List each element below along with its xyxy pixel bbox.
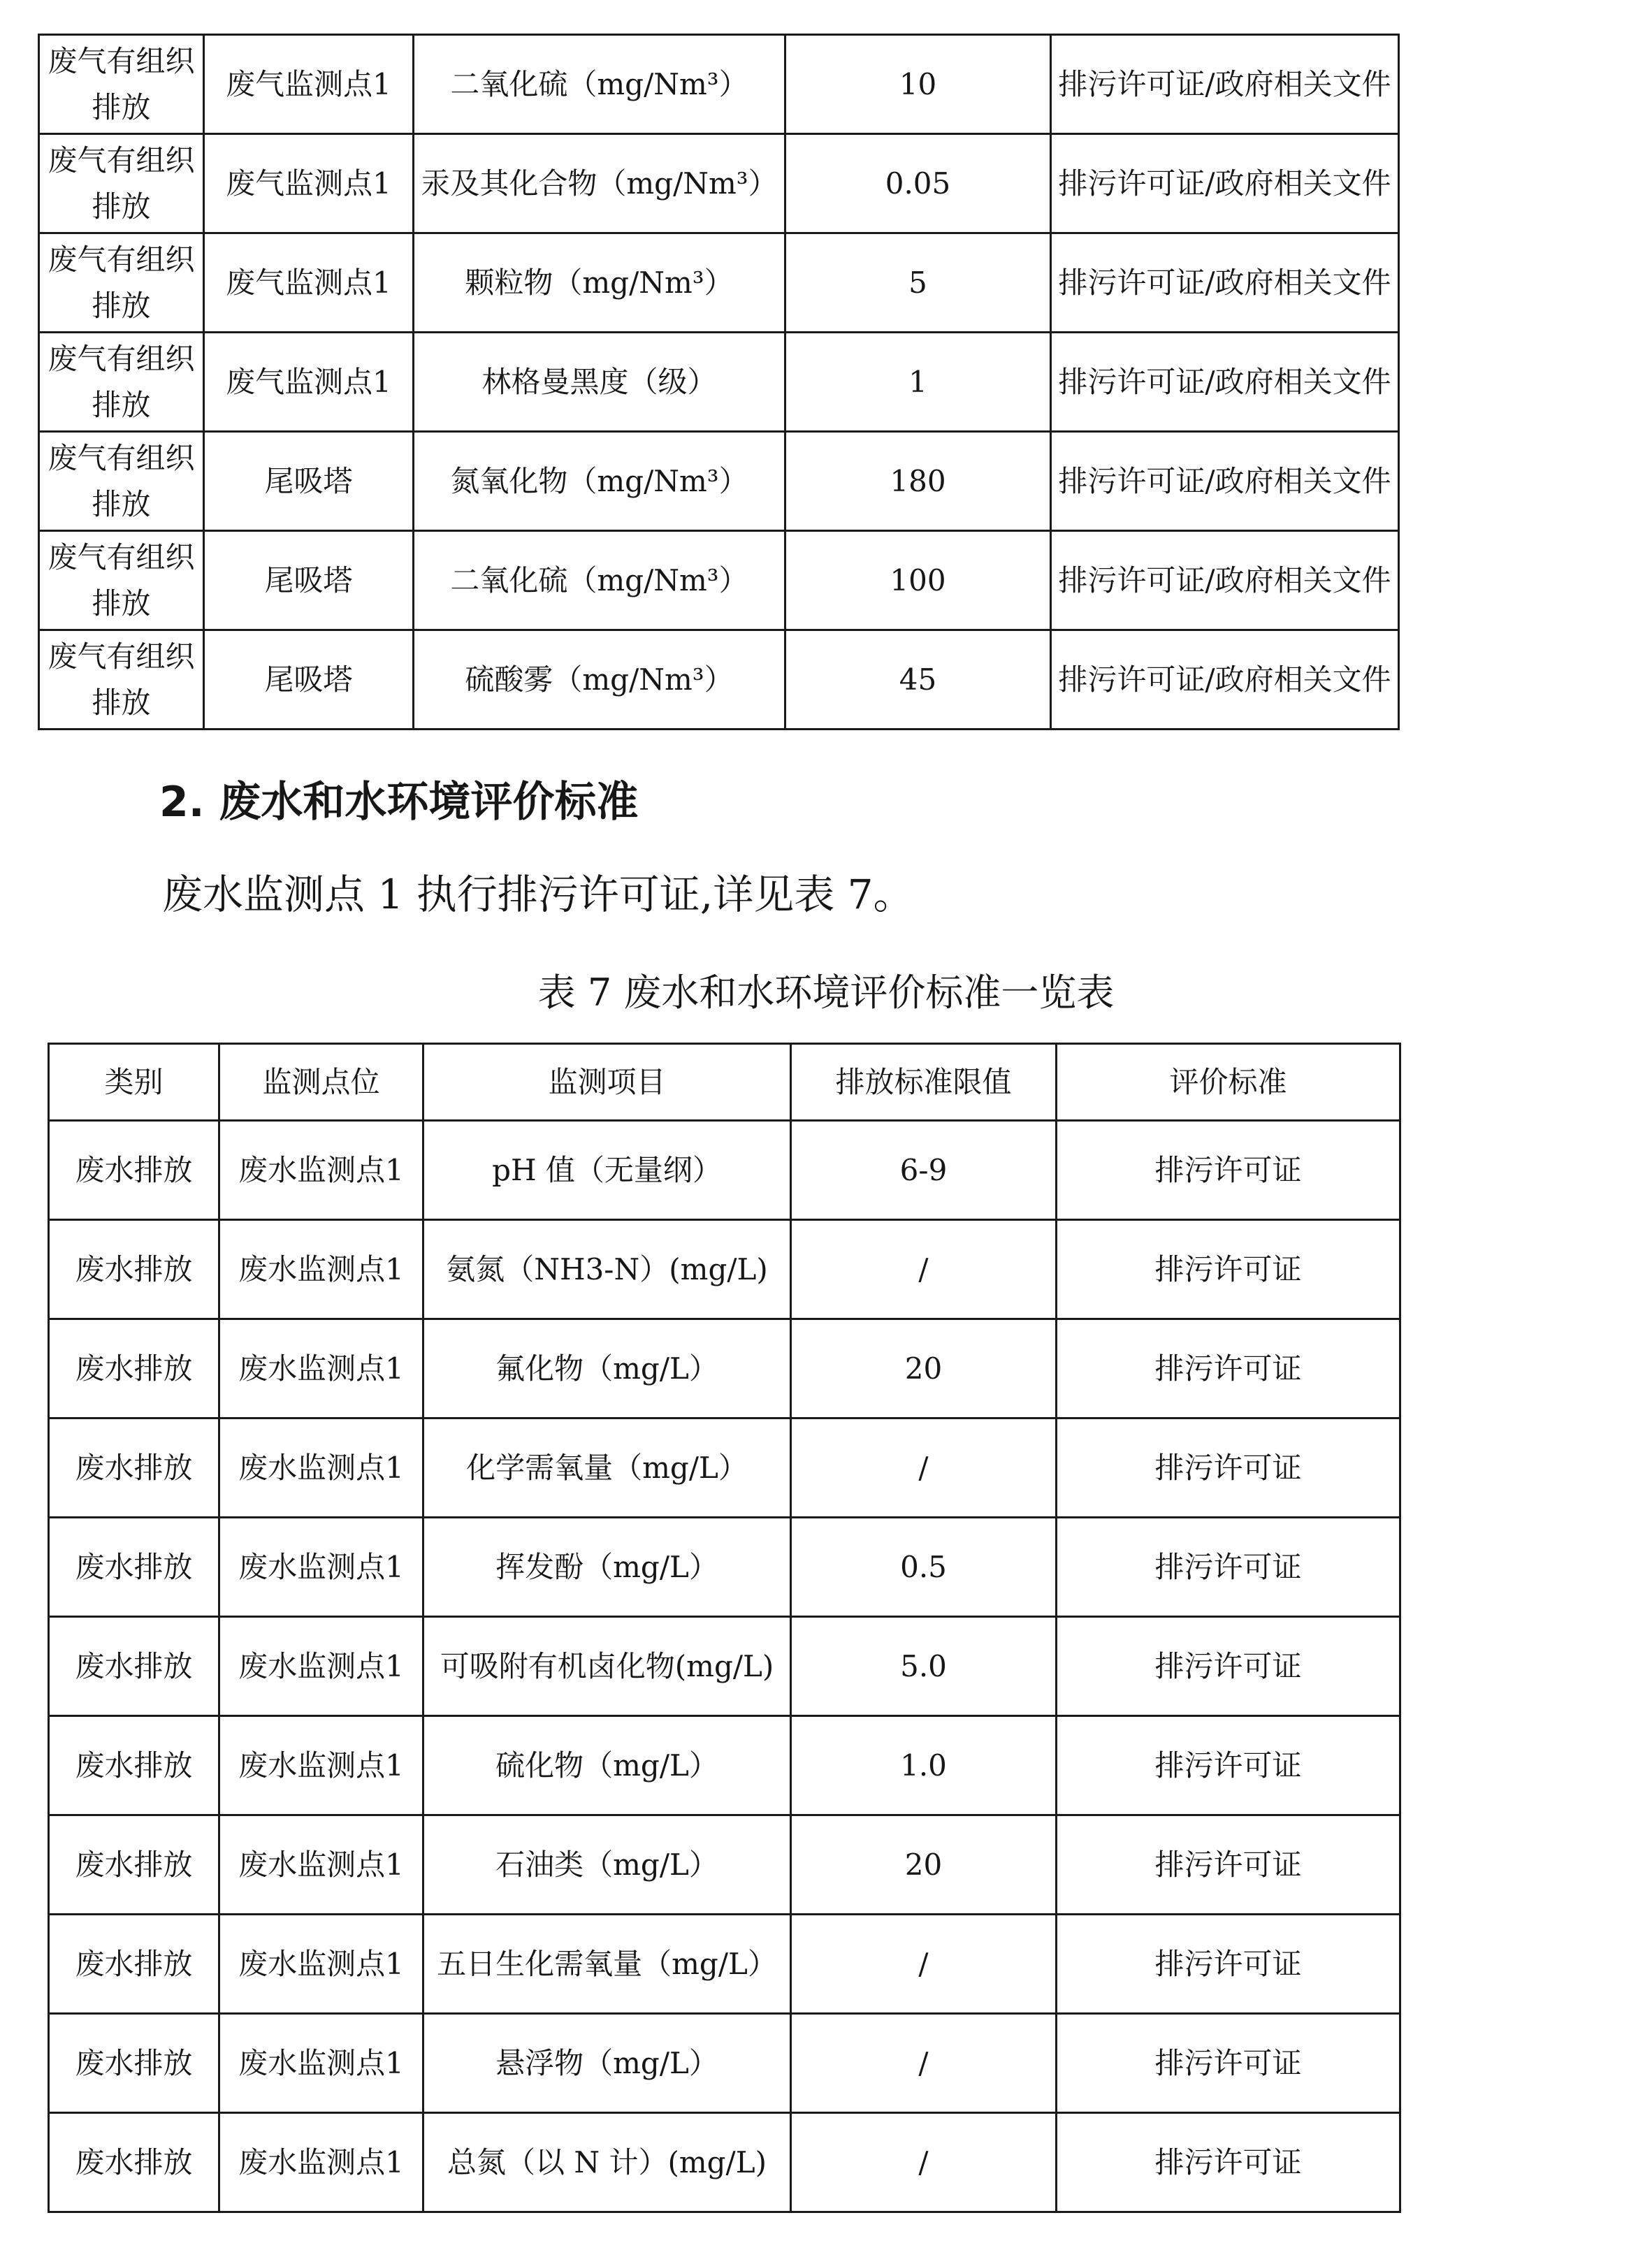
table-row — [49, 1418, 1400, 1518]
evaluation-standard-cell: 排污许可证/政府相关文件 — [1051, 134, 1399, 233]
table-row — [39, 630, 1399, 730]
emission-limit-cell: 20 — [791, 1319, 1057, 1418]
monitoring-point-cell: 尾吸塔 — [204, 630, 414, 730]
evaluation-standard-cell: 排污许可证 — [1057, 1716, 1400, 1815]
monitoring-item-cell: 五日生化需氧量（mg/L） — [423, 1915, 791, 2014]
monitoring-item-cell: 二氧化硫（mg/Nm³） — [414, 531, 785, 630]
monitoring-point-cell: 废水监测点1 — [219, 1915, 423, 2014]
category-cell: 废水排放 — [49, 1617, 219, 1716]
evaluation-standard-cell: 排污许可证 — [1057, 1518, 1400, 1617]
emission-limit-cell: / — [791, 1220, 1057, 1319]
table-row — [49, 1121, 1400, 1220]
table-row — [39, 432, 1399, 531]
evaluation-standard-cell: 排污许可证 — [1057, 2014, 1400, 2113]
monitoring-item-cell: 氨氮（NH3-N）(mg/L) — [423, 1220, 791, 1319]
evaluation-standard-cell: 排污许可证 — [1057, 1915, 1400, 2014]
section-paragraph: 废水监测点 1 执行排污许可证,详见表 7。 — [162, 871, 914, 918]
emission-limit-cell: / — [791, 1418, 1057, 1518]
category-cell: 废气有组织排放 — [39, 35, 204, 134]
monitoring-point-cell: 尾吸塔 — [204, 432, 414, 531]
category-cell: 废水排放 — [49, 1418, 219, 1518]
category-cell: 废气有组织排放 — [39, 134, 204, 233]
monitoring-point-cell: 废气监测点1 — [204, 35, 414, 134]
category-cell: 废水排放 — [49, 2113, 219, 2212]
evaluation-standard-cell: 排污许可证/政府相关文件 — [1051, 35, 1399, 134]
evaluation-standard-cell: 排污许可证 — [1057, 1319, 1400, 1418]
header-category: 类别 — [49, 1044, 219, 1121]
monitoring-item-cell: 汞及其化合物（mg/Nm³） — [414, 134, 785, 233]
emission-limit-cell: 0.5 — [791, 1518, 1057, 1617]
monitoring-item-cell: 化学需氧量（mg/L） — [423, 1418, 791, 1518]
table-row — [49, 1617, 1400, 1716]
header-evaluation-standard: 评价标准 — [1057, 1044, 1400, 1121]
monitoring-item-cell: 石油类（mg/L） — [423, 1815, 791, 1915]
monitoring-item-cell: 二氧化硫（mg/Nm³） — [414, 35, 785, 134]
table-row — [39, 531, 1399, 630]
monitoring-point-cell: 废水监测点1 — [219, 1716, 423, 1815]
table-row — [39, 35, 1399, 134]
waste-gas-standards-table — [38, 34, 1400, 730]
header-monitoring-point: 监测点位 — [219, 1044, 423, 1121]
monitoring-point-cell: 废水监测点1 — [219, 1121, 423, 1220]
category-cell: 废气有组织排放 — [39, 630, 204, 730]
monitoring-item-cell: 林格曼黑度（级） — [414, 333, 785, 432]
emission-limit-cell: 0.05 — [785, 134, 1051, 233]
monitoring-item-cell: 氮氧化物（mg/Nm³） — [414, 432, 785, 531]
monitoring-item-cell: 氟化物（mg/L） — [423, 1319, 791, 1418]
table-row — [49, 1518, 1400, 1617]
category-cell: 废气有组织排放 — [39, 432, 204, 531]
category-cell: 废水排放 — [49, 1220, 219, 1319]
emission-limit-cell: 5 — [785, 233, 1051, 333]
monitoring-point-cell: 废气监测点1 — [204, 134, 414, 233]
evaluation-standard-cell: 排污许可证 — [1057, 1815, 1400, 1915]
category-cell: 废水排放 — [49, 1319, 219, 1418]
category-cell: 废水排放 — [49, 2014, 219, 2113]
table-row — [39, 233, 1399, 333]
monitoring-item-cell: pH 值（无量纲） — [423, 1121, 791, 1220]
emission-limit-cell: 1 — [785, 333, 1051, 432]
monitoring-point-cell: 废水监测点1 — [219, 1220, 423, 1319]
wastewater-table-body — [49, 1121, 1400, 2212]
emission-limit-cell: 5.0 — [791, 1617, 1057, 1716]
table-row — [49, 1815, 1400, 1915]
evaluation-standard-cell: 排污许可证 — [1057, 1220, 1400, 1319]
table-row — [49, 1915, 1400, 2014]
emission-limit-cell: 100 — [785, 531, 1051, 630]
table-row — [49, 1319, 1400, 1418]
section-heading: 2. 废水和水环境评价标准 — [159, 778, 639, 827]
monitoring-point-cell: 废水监测点1 — [219, 2014, 423, 2113]
monitoring-point-cell: 废水监测点1 — [219, 2113, 423, 2212]
category-cell: 废水排放 — [49, 1815, 219, 1915]
evaluation-standard-cell: 排污许可证 — [1057, 2113, 1400, 2212]
header-emission-limit: 排放标准限值 — [791, 1044, 1057, 1121]
emission-limit-cell: / — [791, 2014, 1057, 2113]
emission-limit-cell: 45 — [785, 630, 1051, 730]
waste-gas-table-body — [39, 35, 1399, 730]
monitoring-item-cell: 颗粒物（mg/Nm³） — [414, 233, 785, 333]
header-monitoring-item: 监测项目 — [423, 1044, 791, 1121]
evaluation-standard-cell: 排污许可证 — [1057, 1121, 1400, 1220]
evaluation-standard-cell: 排污许可证 — [1057, 1418, 1400, 1518]
table-row — [39, 134, 1399, 233]
category-cell: 废气有组织排放 — [39, 531, 204, 630]
table-row — [49, 2014, 1400, 2113]
monitoring-point-cell: 废水监测点1 — [219, 1518, 423, 1617]
wastewater-standards-table — [48, 1043, 1401, 2213]
emission-limit-cell: 6-9 — [791, 1121, 1057, 1220]
table-7-caption: 表 7 废水和水环境评价标准一览表 — [537, 971, 1115, 1015]
monitoring-point-cell: 废水监测点1 — [219, 1319, 423, 1418]
category-cell: 废水排放 — [49, 1518, 219, 1617]
evaluation-standard-cell: 排污许可证/政府相关文件 — [1051, 531, 1399, 630]
table-row — [49, 1716, 1400, 1815]
monitoring-item-cell: 硫酸雾（mg/Nm³） — [414, 630, 785, 730]
monitoring-point-cell: 尾吸塔 — [204, 531, 414, 630]
category-cell: 废气有组织排放 — [39, 233, 204, 333]
emission-limit-cell: / — [791, 1915, 1057, 2014]
evaluation-standard-cell: 排污许可证/政府相关文件 — [1051, 630, 1399, 730]
category-cell: 废水排放 — [49, 1915, 219, 2014]
evaluation-standard-cell: 排污许可证/政府相关文件 — [1051, 432, 1399, 531]
emission-limit-cell: / — [791, 2113, 1057, 2212]
emission-limit-cell: 10 — [785, 35, 1051, 134]
category-cell: 废水排放 — [49, 1121, 219, 1220]
monitoring-point-cell: 废水监测点1 — [219, 1617, 423, 1716]
monitoring-item-cell: 挥发酚（mg/L） — [423, 1518, 791, 1617]
monitoring-item-cell: 可吸附有机卤化物(mg/L) — [423, 1617, 791, 1716]
emission-limit-cell: 180 — [785, 432, 1051, 531]
table-row — [39, 333, 1399, 432]
monitoring-item-cell: 总氮（以 N 计）(mg/L) — [423, 2113, 791, 2212]
emission-limit-cell: 1.0 — [791, 1716, 1057, 1815]
monitoring-point-cell: 废气监测点1 — [204, 333, 414, 432]
table-row — [49, 1220, 1400, 1319]
monitoring-point-cell: 废水监测点1 — [219, 1418, 423, 1518]
evaluation-standard-cell: 排污许可证/政府相关文件 — [1051, 233, 1399, 333]
category-cell: 废水排放 — [49, 1716, 219, 1815]
evaluation-standard-cell: 排污许可证 — [1057, 1617, 1400, 1716]
monitoring-point-cell: 废气监测点1 — [204, 233, 414, 333]
table-row — [49, 2113, 1400, 2212]
category-cell: 废气有组织排放 — [39, 333, 204, 432]
table-header-row — [49, 1044, 1400, 1121]
emission-limit-cell: 20 — [791, 1815, 1057, 1915]
monitoring-point-cell: 废水监测点1 — [219, 1815, 423, 1915]
evaluation-standard-cell: 排污许可证/政府相关文件 — [1051, 333, 1399, 432]
monitoring-item-cell: 悬浮物（mg/L） — [423, 2014, 791, 2113]
monitoring-item-cell: 硫化物（mg/L） — [423, 1716, 791, 1815]
